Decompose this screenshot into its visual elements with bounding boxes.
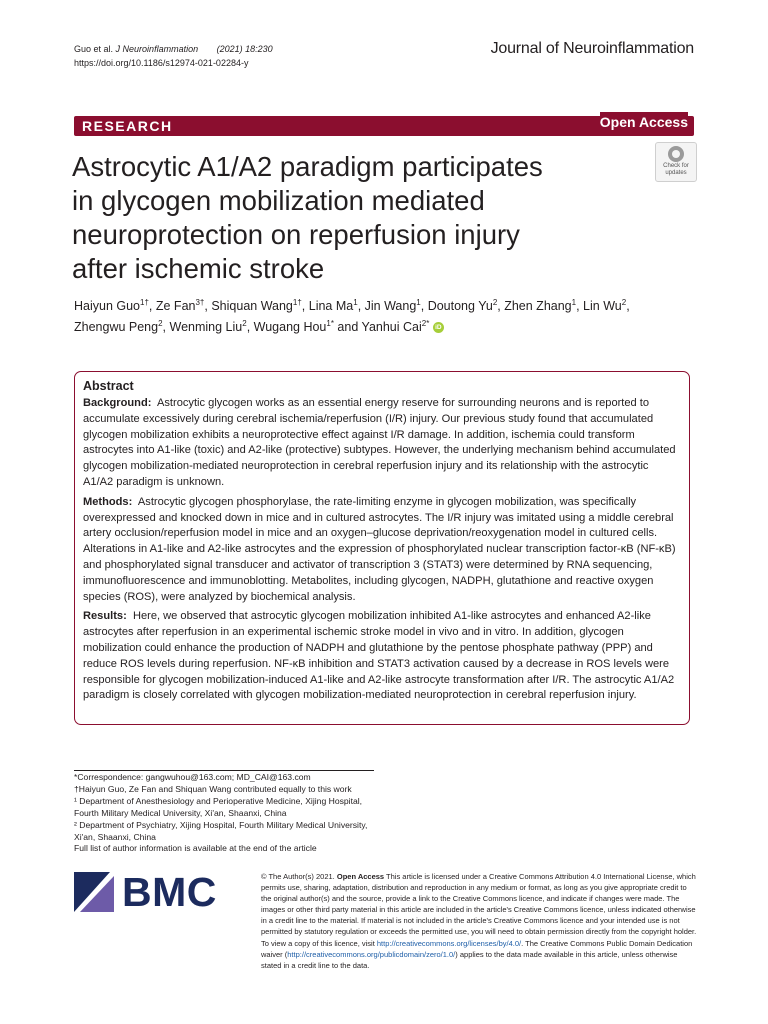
- section-label: RESEARCH: [82, 118, 173, 134]
- title-line: after ischemic stroke: [72, 253, 325, 284]
- author[interactable]: Doutong Yu$^2$: [427, 297, 498, 313]
- check-for-updates-line1: Check for: [663, 163, 689, 169]
- background-text: Astrocytic glycogen works as an essential energy reserve for surrounding neurons and is reported to accumulate excessively during cerebral ischemia/reperfusion (I/R) injury. Our previous study found that accumulated glycogen mobilization exhibits a neuroprotective effect against I/R damage. In addition, ischemia could transform astrocytes into A1-like (toxic) and A2-like (protective) subtypes. However, the underlying mechanism behind accumulated glycogen mobilization-mediated neuroprotection in cerebral reperfusion injury and its relationship with the astrocytic A1/A2 paradigm is unknown.: [83, 397, 676, 488]
- author[interactable]: Shiquan Wang$^{1\dagger}$: [211, 297, 302, 313]
- bmc-logo-icon: [74, 872, 118, 912]
- author[interactable]: Zhen Zhang$^1$: [504, 297, 577, 313]
- footnote-rule: [74, 770, 374, 771]
- abstract-methods: [83, 495, 677, 606]
- author[interactable]: Lina Ma$^1$: [308, 297, 358, 313]
- title-line: in glycogen mobilization mediated: [72, 185, 485, 216]
- background-label: Background:: [83, 397, 152, 409]
- equal-contribution: †Haiyun Guo, Ze Fan and Shiquan Wang contributed equally to this work: [74, 783, 352, 794]
- citation-line: [74, 42, 273, 56]
- citation-meta: [74, 42, 273, 70]
- license-text: © The Author(s) 2021. Open Access This article is licensed under a Creative Commons Attribution 4.0 International License, which permits use, sharing, adaptation, distribution and reproduction in any medium or format, as long as you give appropriate credit to the original author(s) and the source, provide a link to the Creative Commons licence, and indicate if changes were made. The images or other third party material in this article are included in the article's Creative Commons licence, unless indicated otherwise in a credit line to the material. If material is not included in the article's Creative Commons licence and your intended use is not permitted by statutory regulation or exceeds the permitted use, you will need to obtain permission directly from the copyright holder. To view a copy of this licence, visit http://creativecommons.org/licenses/by/4.0/. The Creative Commons Public Domain Dedication waiver (http://creativecommons.org/publicdomain/zero/1.0/) applies to the data made available in this article, unless otherwise stated in a credit line to the data.: [261, 872, 697, 970]
- author[interactable]: Haiyun Guo$^{1\dagger}$: [74, 297, 149, 313]
- author[interactable]: Ze Fan$^{3\dagger}$: [155, 297, 205, 313]
- title-line: Astrocytic A1/A2 paradigm participates: [72, 151, 543, 182]
- check-for-updates-icon: [668, 146, 684, 162]
- article-title: [72, 150, 612, 286]
- results-text: Here, we observed that astrocytic glycogen mobilization inhibited A1-like astrocytes and enhanced A2-like astrocytes after reperfusion in an experimental ischemic stroke model in vivo and in vitro. In addition, glycogen mobilization could enhance the production of NADPH and glutathione by the pentose phosphate pathway (PPP) and reduce ROS levels during reperfusion. NF-κB inhibition and STAT3 activation caused by a decrease in ROS levels were responsible for glycogen mobilization-induced A1-like and A2-like astrocyte transformation after I/R. The astrocytic A1/A2 paradigm is closely correlated with glycogen mobilization-mediated neuroprotection in cerebral reperfusion injury.: [83, 610, 675, 702]
- citation-authors: Guo et al.: [74, 44, 114, 54]
- author[interactable]: Zhengwu Peng$^2$: [74, 318, 163, 334]
- check-for-updates-line2: updates: [665, 170, 687, 176]
- license-open-access: Open Access: [336, 872, 385, 881]
- affiliation-2: ² Department of Psychiatry, Xijing Hospital, Fourth Military Medical University, Xi'an, Shaanxi, China: [74, 819, 368, 842]
- orcid-icon[interactable]: iD: [433, 322, 444, 333]
- abstract-background: [83, 396, 677, 491]
- abstract-heading: Abstract: [83, 379, 134, 393]
- affiliation-1: ¹ Department of Anesthesiology and Perioperative Medicine, Xijing Hospital, Fourth Military Medical University, Xi'an, Shaanxi, China: [74, 795, 363, 818]
- author[interactable]: Lin Wu$^2$: [583, 297, 627, 313]
- full-author-info: Full list of author information is available at the end of the article: [74, 843, 317, 854]
- correspondence: *Correspondence: gangwuhou@163.com; MD_CAI@163.com: [74, 772, 311, 782]
- author[interactable]: Wugang Hou$^{1*}$: [253, 318, 334, 334]
- methods-label: Methods:: [83, 495, 133, 508]
- bmc-logo-text: BMC: [122, 869, 217, 915]
- methods-text: Astrocytic glycogen phosphorylase, the rate-limiting enzyme in glycogen mobilization, was specifically overexpressed and knocked down in mice and in cultured astrocytes. The I/R injury was imitated using a middle cerebral artery occlusion/reperfusion model in mice and an oxygen–glucose deprivation/reoxygenation model in cultured cells. Alterations in A1-like and A2-like astrocytes and the expression of phosphorylated nuclear transcription factor-κB (NF-κB) and phosphorylated signal transducer and activator of transcription 3 (STAT3) were determined by RNA sequencing, immunofluorescence and immunoblotting. Metabolites, including glycogen, NADPH, glutathione and reactive oxygen species (ROS), were analyzed by biochemical analysis.: [83, 495, 676, 603]
- abstract-box: [74, 371, 690, 725]
- open-access-label: Open Access: [600, 112, 688, 133]
- author[interactable]: Jin Wang$^1$: [364, 297, 421, 313]
- check-for-updates-button[interactable]: [655, 142, 697, 182]
- license-link-cc-by[interactable]: http://creativecommons.org/licenses/by/4.0/: [376, 938, 522, 948]
- license-link-cc0[interactable]: http://creativecommons.org/publicdomain/zero/1.0/: [287, 949, 456, 959]
- title-line: neuroprotection on reperfusion injury: [72, 219, 520, 250]
- author[interactable]: Wenming Liu$^2$: [169, 318, 247, 334]
- author-list: Haiyun Guo$^{1\dagger}$, Ze Fan$^{3\dagger}$, Shiquan Wang$^{1\dagger}$, Lina Ma$^1$, Jin Wang$^1$, Doutong Yu$^2$, Zhen Zhang$^1$, Lin Wu$^2$, Zhengwu Peng$^2$, Wenming Liu$^2$, Wugang Hou$^{1*}$ and Yanhui Cai$^{2*}$ iD: [74, 297, 630, 334]
- abstract-results: [83, 609, 677, 704]
- citation-journal: J Neuroinflammation: [115, 44, 199, 54]
- doi-link[interactable]: https://doi.org/10.1186/s12974-021-02284-y: [74, 58, 249, 68]
- results-label: Results:: [83, 610, 127, 623]
- bmc-logo[interactable]: [74, 869, 217, 915]
- citation-year: (2021) 18:230: [216, 44, 273, 54]
- section-banner: [74, 116, 694, 136]
- journal-name: Journal of Neuroinflammation: [490, 40, 694, 57]
- footnotes: [74, 772, 374, 855]
- author[interactable]: Yanhui Cai$^{2*}$: [361, 318, 430, 334]
